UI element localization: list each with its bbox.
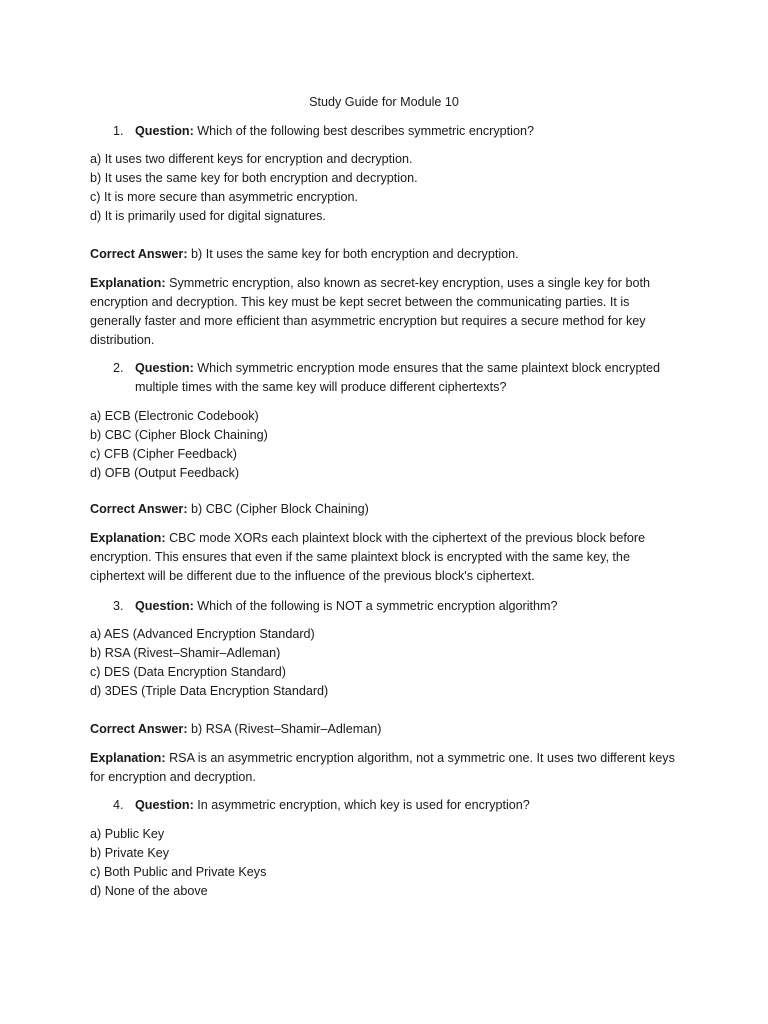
document-title: Study Guide for Module 10 [309,95,459,109]
option-c: c) It is more secure than asymmetric encryption. [90,190,359,204]
explanation-label: Explanation: [90,751,166,765]
question-number: 2. [113,361,124,375]
explanation-1 [90,274,682,350]
explanation-text: RSA is an asymmetric encryption algorithm, not a symmetric one. It uses two different keys for encryption and decryption. [90,751,675,784]
correct-answer-2 [90,500,682,519]
answer-text: b) RSA (Rivest–Shamir–Adleman) [191,722,382,736]
option-b: b) Private Key [90,846,170,860]
answer-label: Correct Answer: [90,502,188,516]
option-d: d) 3DES (Triple Data Encryption Standard) [90,684,329,698]
option-c: c) DES (Data Encryption Standard) [90,665,286,679]
explanation-label: Explanation: [90,276,166,290]
option-d: d) It is primarily used for digital signatures. [90,209,326,223]
question-label: Question: [135,798,194,812]
option-a: a) ECB (Electronic Codebook) [90,409,259,423]
explanation-text: CBC mode XORs each plaintext block with the ciphertext of the previous block before encryption. This ensures that even if the same plaintext block is encrypted with the same key, the ciphertext will be different due to the influence of the previous block's ciphertext. [90,531,646,583]
question-4 [113,796,673,815]
option-a: a) It uses two different keys for encryption and decryption. [90,152,413,166]
question-label: Question: [135,361,194,375]
option-c: c) Both Public and Private Keys [90,865,267,879]
option-b: b) RSA (Rivest–Shamir–Adleman) [90,646,281,660]
explanation-label: Explanation: [90,531,166,545]
answer-label: Correct Answer: [90,247,188,261]
option-d: d) OFB (Output Feedback) [90,466,240,480]
question-text: Which of the following is NOT a symmetric encryption algorithm? [197,599,558,613]
question-text: In asymmetric encryption, which key is used for encryption? [197,798,530,812]
question-number: 3. [113,599,124,613]
answer-text: b) It uses the same key for both encryption and decryption. [191,247,519,261]
options-list-4 [90,825,682,901]
question-text: Which of the following best describes symmetric encryption? [197,124,534,138]
question-text: Which symmetric encryption mode ensures that the same plaintext block encrypted multiple times with the same key will produce different ciphertexts? [135,361,660,394]
explanation-3 [90,749,682,787]
options-list-3 [90,625,682,701]
option-b: b) It uses the same key for both encryption and decryption. [90,171,418,185]
options-list-1 [90,150,682,226]
options-list-2 [90,407,682,483]
option-c: c) CFB (Cipher Feedback) [90,447,237,461]
answer-label: Correct Answer: [90,722,188,736]
correct-answer-3 [90,720,682,739]
explanation-2 [90,529,682,586]
question-number: 4. [113,798,124,812]
question-number: 1. [113,124,124,138]
question-label: Question: [135,599,194,613]
question-1 [113,122,673,141]
option-a: a) AES (Advanced Encryption Standard) [90,627,315,641]
option-a: a) Public Key [90,827,165,841]
option-d: d) None of the above [90,884,208,898]
question-label: Question: [135,124,194,138]
answer-text: b) CBC (Cipher Block Chaining) [191,502,369,516]
question-2 [113,359,673,397]
correct-answer-1 [90,245,682,264]
question-3 [113,597,673,616]
explanation-text: Symmetric encryption, also known as secret-key encryption, uses a single key for both encryption and decryption. This key must be kept secret between the communicating parties. It is generally faster and more efficient than asymmetric encryption but requires a secure method for key distribution. [90,276,650,347]
option-b: b) CBC (Cipher Block Chaining) [90,428,268,442]
